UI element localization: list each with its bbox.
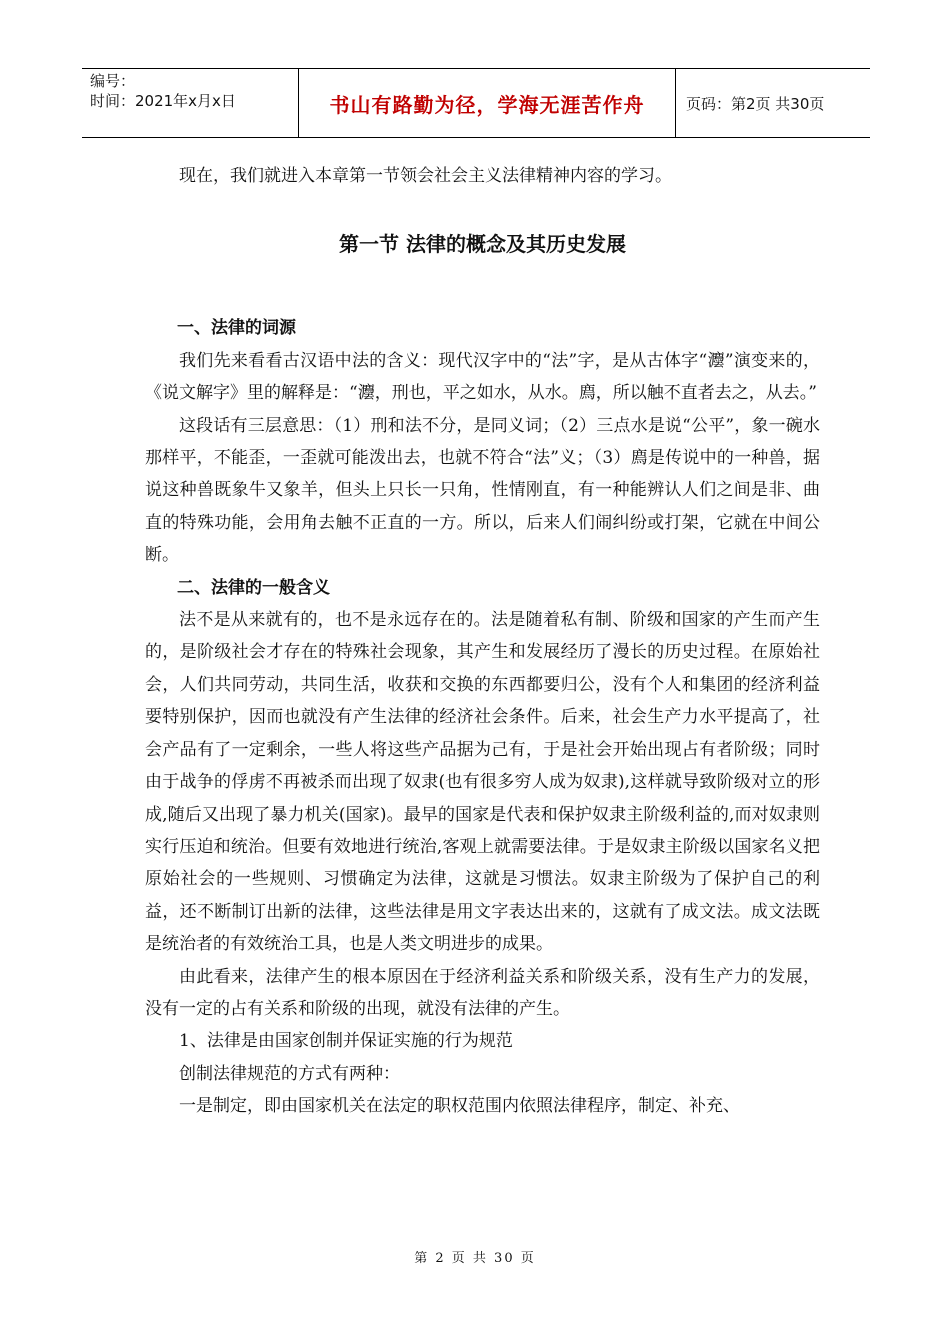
part2-paragraph: 法不是从来就有的，也不是永远存在的。法是随着私有制、阶级和国家的产生而产生的，是阶级社会才存在的特殊社会现象，其产生和发展经历了漫长的历史过程。在原始社会，人们共同劳动，共同生活，收获和交换的东西都要归公，没有个人和集团的经济利益要特别保护，因而也就没有产生法律的经济社会条件。后来，社会生产力水平提高了，社会产品有了一定剩余，一些人将这些产品据为己有，于是社会开始出现占有者阶级；同时由于战争的俘虏不再被杀而出现了奴隶(也有很多穷人成为奴隶),这样就导致阶级对立的形成,随后又出现了暴力机关(国家)。最早的国家是代表和保护奴隶主阶级利益的,而对奴隶则实行压迫和统治。但要有效地进行统治,客观上就需要法律。于是奴隶主阶级以国家名义把原始社会的一些规则、习惯确定为法律，这就是习惯法。奴隶主阶级为了保护自己的利益，还不断制订出新的法律，这些法律是用文字表达出来的，这就有了成文法。成文法既是统治者的有效统治工具，也是人类文明进步的成果。 [145,610,820,955]
part2-paragraph: 由此看来，法律产生的根本原因在于经济利益关系和阶级关系，没有生产力的发展，没有一定的占有关系和阶级的出现，就没有法律的产生。 [145,966,820,1019]
part1-heading: 一、法律的词源 [177,318,296,339]
page-header [82,68,870,138]
part2-heading: 二、法律的一般含义 [177,577,330,598]
page-footer: 第 2 页 共 30 页 [414,1251,536,1266]
doc-code-label: 编号： [90,72,136,90]
header-motto: 书山有路勤为径，学海无涯苦作舟 [299,69,676,137]
section-title: 第一节 法律的概念及其历史发展 [339,232,626,257]
header-meta [82,69,299,137]
intro-paragraph: 现在，我们就进入本章第一节领会社会主义法律精神内容的学习。 [179,166,672,186]
doc-date-label: 时间：2021年x月x日 [90,92,236,110]
document-body [145,160,820,1123]
header-page-info: 页码：第2页 共30页 [686,94,825,113]
part1-paragraph: 我们先来看看古汉语中法的含义：现代汉字中的“法”字，是从古体字“灋”演变来的，《说文解字》里的解释是：“灋，刑也，平之如水，从水。廌，所以触不直者去之，从去。” [145,350,820,404]
part2-paragraph: 创制法律规范的方式有两种： [179,1063,400,1084]
part2-subheading: 1、法律是由国家创制并保证实施的行为规范 [179,1031,513,1052]
part2-paragraph: 一是制定，即由国家机关在法定的职权范围内依照法律程序，制定、补充、 [179,1096,740,1117]
part1-paragraph: 这段话有三层意思：（1）刑和法不分，是同义词；（2）三点水是说“公平”，象一碗水那样平，不能歪，一歪就可能泼出去，也就不符合“法”义；（3）廌是传说中的一种兽，据说这种兽既象牛又象羊，但头上只长一只角，性情刚直，有一种能辨认人们之间是非、曲直的特殊功能，会用角去触不正直的一方。所以，后来人们闹纠纷或打架，它就在中间公断。 [145,415,820,566]
